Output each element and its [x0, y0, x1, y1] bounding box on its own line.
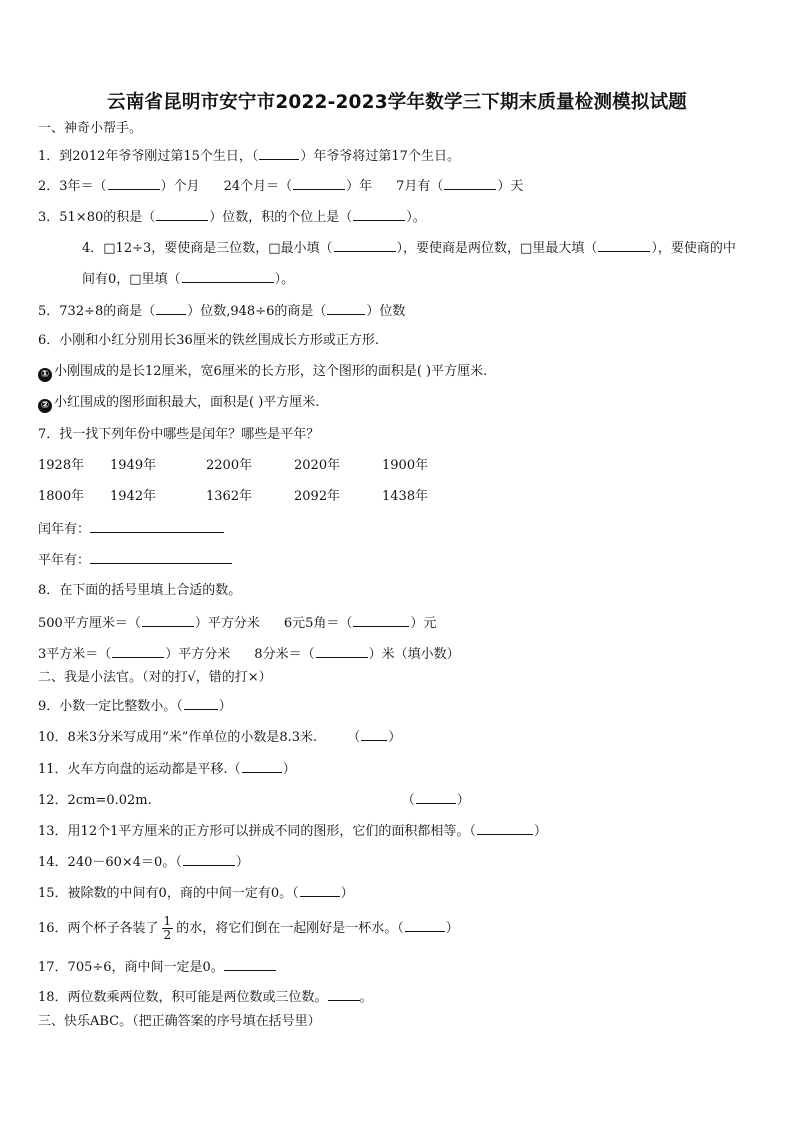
year-item: 2020年 [294, 458, 341, 473]
q8-text-d: ）元 [410, 616, 437, 631]
circled-one-icon: ① [38, 368, 52, 382]
q15-text-b: ） [340, 886, 354, 901]
leap-years-blank[interactable] [90, 520, 224, 533]
q11-blank[interactable] [242, 760, 282, 773]
q1-blank[interactable] [259, 147, 299, 160]
q5-text-a: 5．732÷8的商是（ [38, 304, 156, 319]
q3-text-a: 3．51×80的积是（ [38, 210, 156, 225]
q5-text-b: ）位数,948÷6的商是（ [187, 304, 327, 319]
q9-text-a: 9．小数一定比整数小。（ [38, 699, 183, 714]
section-1-heading: 一、神奇小帮手。 [38, 121, 143, 136]
year-item: 2200年 [206, 458, 253, 473]
question-10 [38, 728, 401, 746]
q8-text-f: ）平方分米 [165, 647, 231, 662]
question-15 [38, 884, 354, 902]
q17-blank[interactable] [224, 958, 276, 971]
question-11 [38, 760, 296, 778]
q4-blank-1[interactable] [334, 239, 396, 252]
year-item: 1438年 [382, 489, 429, 504]
q9-blank[interactable] [184, 697, 218, 710]
question-16 [38, 912, 459, 946]
q2-blank-2[interactable] [293, 177, 345, 190]
q4-blank-2[interactable] [598, 239, 650, 252]
fraction-denominator: 2 [163, 928, 172, 942]
q12-text-c: ） [456, 793, 470, 808]
question-2 [38, 177, 523, 195]
q10-blank[interactable] [361, 728, 387, 741]
q16-text-b: 的水，将它们倒在一起刚好是一杯水。（ [176, 921, 404, 936]
q10-text-c: ） [388, 730, 402, 745]
q2-text-c: 24个月＝（ [223, 179, 293, 194]
q8-blank-2[interactable] [353, 614, 409, 627]
q4-text-e: ）。 [274, 272, 295, 287]
question-1 [38, 147, 460, 165]
q10-text-a: 10．8米3分米写成用“米”作单位的小数是8.3米. [38, 730, 318, 745]
year-item: 1362年 [206, 489, 253, 504]
q18-text-b: 。 [359, 990, 373, 1005]
q10-text-b: （ [347, 730, 361, 745]
q2-text-e: 7月有（ [396, 179, 444, 194]
year-item: 1942年 [110, 489, 157, 504]
q14-text-a: 14．240－60×4＝0。（ [38, 855, 182, 870]
q12-text-a: 12．2cm=0.02m. [38, 793, 152, 808]
q6-sub-1-text: 小刚围成的是长12厘米，宽6厘米的长方形，这个图形的面积是( )平方厘米. [54, 364, 488, 379]
q13-text-b: ） [533, 824, 547, 839]
year-item: 1949年 [110, 458, 157, 473]
q17-text-a: 17．705÷6，商中间一定是0。 [38, 960, 224, 975]
q12-blank[interactable] [416, 791, 456, 804]
common-years-blank[interactable] [90, 551, 232, 564]
question-8-line-1 [38, 614, 436, 632]
q2-blank-3[interactable] [444, 177, 496, 190]
q3-blank-1[interactable] [156, 208, 208, 221]
year-item: 1800年 [38, 489, 85, 504]
q15-blank[interactable] [300, 884, 340, 897]
q2-text-b: ）个月 [160, 179, 200, 194]
q8-blank-3[interactable] [112, 645, 164, 658]
q8-text-b: ）平方分米 [194, 616, 260, 631]
q15-text-a: 15．被除数的中间有0，商的中间一定有0。（ [38, 886, 299, 901]
q4-blank-3[interactable] [182, 270, 274, 283]
question-8-stem: 8．在下面的括号里填上合适的数。 [38, 583, 242, 598]
fraction-numerator: 1 [163, 914, 172, 928]
section-3-heading: 三、快乐ABC。（把正确答案的序号填在括号里） [38, 1014, 321, 1029]
q3-blank-2[interactable] [353, 208, 405, 221]
question-13 [38, 822, 547, 840]
question-18 [38, 988, 373, 1006]
question-9 [38, 697, 232, 715]
question-17 [38, 958, 276, 976]
q11-text-a: 11．火车方向盘的运动都是平移.（ [38, 762, 241, 777]
q12-text-b: （ [401, 793, 415, 808]
question-8-line-2 [38, 645, 460, 663]
q8-text-a: 500平方厘米＝（ [38, 616, 141, 631]
year-row-2 [38, 489, 428, 505]
q8-text-c: 6元5角＝（ [283, 616, 353, 631]
q3-text-b: ）位数，积的个位上是（ [209, 210, 353, 225]
q5-text-c: ）位数 [366, 304, 406, 319]
q18-text-a: 18．两位数乘两位数，积可能是两位数或三位数。 [38, 990, 328, 1005]
q8-blank-1[interactable] [142, 614, 194, 627]
q14-blank[interactable] [183, 853, 235, 866]
leap-years-line [38, 520, 224, 538]
q14-text-b: ） [235, 855, 249, 870]
q8-text-h: ）米（填小数） [368, 647, 460, 662]
common-years-line [38, 551, 232, 569]
q3-text-c: ）。 [406, 210, 426, 225]
q6-sub-2-text: 小红围成的图形面积最大，面积是( )平方厘米. [54, 395, 320, 410]
q1-text-a: 1．到2012年爷爷刚过第15个生日，（ [38, 149, 259, 164]
q2-text-a: 2．3年＝（ [38, 179, 107, 194]
question-6-sub-1 [38, 364, 487, 382]
fraction-one-half [162, 915, 174, 942]
q4-text-d: 间有0，□里填（ [82, 272, 181, 287]
q8-text-e: 3平方米＝（ [38, 647, 112, 662]
q11-text-b: ） [282, 762, 296, 777]
q8-blank-4[interactable] [316, 645, 368, 658]
question-7-stem: 7．找一找下列年份中哪些是闰年？哪些是平年？ [38, 427, 320, 442]
question-6-sub-2 [38, 395, 319, 413]
q9-text-b: ） [218, 699, 232, 714]
question-14 [38, 853, 249, 871]
q4-text-c: ），要使商的中 [651, 241, 736, 256]
q1-text-b: ）年爷爷将过第17个生日。 [300, 149, 460, 164]
q16-text-a: 16．两个杯子各装了 [38, 921, 159, 936]
q16-blank[interactable] [405, 919, 445, 932]
q4-text-b: ），要使商是两位数，□里最大填（ [396, 241, 598, 256]
year-item: 2092年 [294, 489, 341, 504]
q2-text-d: ）年 [346, 179, 373, 194]
q5-blank-1[interactable] [156, 302, 186, 315]
common-label: 平年有： [38, 553, 91, 568]
year-item: 1900年 [382, 458, 429, 473]
q4-text-a: 4．□12÷3，要使商是三位数，□最小填（ [82, 241, 333, 256]
question-4-line-2 [82, 270, 294, 288]
year-item: 1928年 [38, 458, 85, 473]
q8-text-g: 8分米＝（ [254, 647, 315, 662]
q18-blank[interactable] [328, 988, 360, 1001]
question-4-line-1 [82, 239, 736, 257]
q2-blank-1[interactable] [108, 177, 160, 190]
leap-label: 闰年有： [38, 522, 91, 537]
year-row-1 [38, 458, 428, 474]
q2-text-f: ）天 [497, 179, 524, 194]
question-12 [38, 791, 470, 809]
q5-blank-2[interactable] [327, 302, 365, 315]
question-6-stem: 6．小刚和小红分别用长36厘米的铁丝围成长方形或正方形. [38, 333, 379, 348]
q13-text-a: 13．用12个1平方厘米的正方形可以拼成不同的图形，它们的面积都相等。（ [38, 824, 476, 839]
q16-text-c: ） [445, 921, 459, 936]
q13-blank[interactable] [477, 822, 533, 835]
question-5 [38, 302, 405, 320]
circled-two-icon: ② [38, 399, 52, 413]
section-2-heading: 二、我是小法官。（对的打√，错的打×） [38, 670, 272, 685]
question-3 [38, 208, 426, 226]
page-title: 云南省昆明市安宁市2022-2023学年数学三下期末质量检测模拟试题 [107, 92, 687, 113]
